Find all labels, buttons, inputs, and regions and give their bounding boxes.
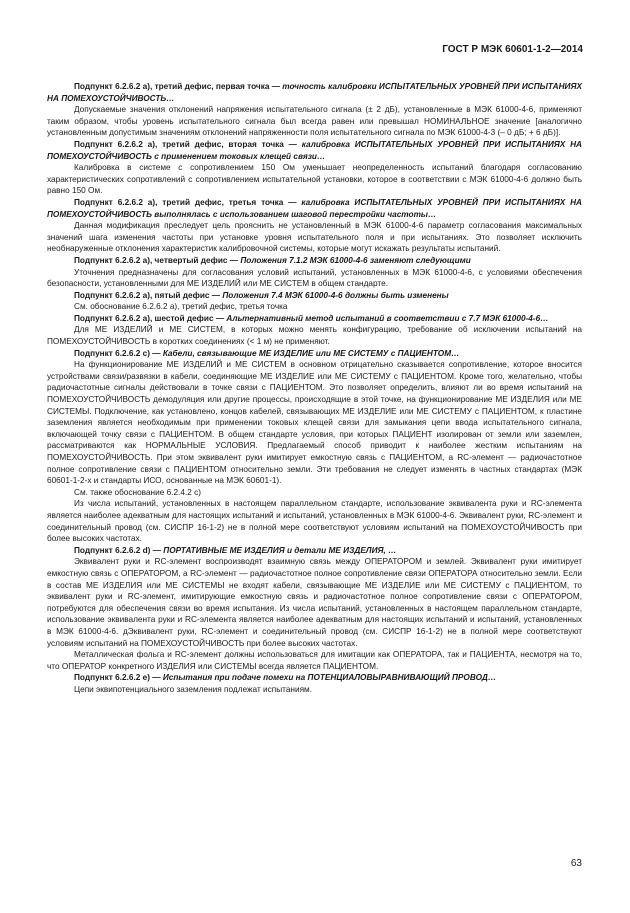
subclause-heading: [47, 313, 582, 325]
subclause-title: ПОРТАТИВНЫЕ МЕ ИЗДЕЛИЯ и детали МЕ ИЗДЕЛИЯ, …: [163, 545, 397, 555]
subclause-ref: Подпункт 6.2.6.2 a), третий дефис, первая точка —: [74, 82, 283, 91]
standard-header: ГОСТ Р МЭК 60601-1-2—2014: [442, 44, 583, 55]
subclause-heading: [47, 197, 582, 220]
paragraph: Цепи эквипотенциального заземления подлежат испытаниям.: [74, 684, 313, 694]
subclause-ref: Подпункт 6.2.6.2 c) —: [74, 348, 163, 358]
subclause-ref: Подпункт 6.2.6.2 a), пятый дефис —: [74, 290, 223, 300]
paragraph: Металлическая фольга и RC-элемент должны использоваться для имитации как ОПЕРАТОРА, так и ПАЦИЕНТА, несмотря на то, что ОПЕРАТОР конкретного ИЗДЕЛИЯ или СИСТЕМЫ всегда является ПАЦИЕНТОМ.: [47, 650, 582, 671]
subclause-ref: Подпункт 6.2.6.2 a), третий дефис, вторая точка —: [74, 139, 302, 149]
paragraph: На функционирование МЕ ИЗДЕЛИЙ и МЕ СИСТЕМ в основном отрицательно сказывается сопротивление, которое вносится устройствами связи/развязки в кабели, соединяющие МЕ ИЗДЕЛИЕ или МЕ СИСТЕМУ с ПАЦИЕНТОМ. Кроме того, желательно, чтобы радиочастотные сигналы действовали в точке связи с ПАЦИЕНТОМ. Это позволяет определить, влияют ли во время испытаний на ПОМЕХОУСТОЙЧИВОСТЬ демодуляция или другие процессы, происходящие в этой точке, на функционирование МЕ ИЗДЕЛИЯ или МЕ СИСТЕМЫ. Подключение, как установлено, концов кабелей, связывающих МЕ ИЗДЕЛИЕ или МЕ СИСТЕМУ с ПАЦИЕНТОМ, к пластине заземления является необходимым при применении токовых клещей связи для замыкания цепи ввода испытательного сигнала, включающей точку связи с ПАЦИЕНТОМ. В общем стандарте условия, при которых ПАЦИЕНТ изолирован от земли или заземлен, рассматриваются как НОРМАЛЬНЫЕ УСЛОВИЯ. Предлагаемый способ приводит к наиболее жестким испытаниям на ПОМЕХОУСТОЙЧИВОСТЬ. При этом эквивалент руки имитирует емкостную связь с ПАЦИЕНТОМ, а RC-элемент — радиочастотное полное сопротивление связи с ПАЦИЕНТОМ относительно земли. Эти требования не следует изменять в частных стандартах (МЭК 60601-1-2-х и стандарты ИСО, основанные на МЭК 60601-1).: [47, 360, 582, 486]
subclause-heading: [47, 255, 582, 267]
paragraph: См. обоснование 6.2.6.2 a), третий дефис, третья точка: [74, 302, 288, 312]
subclause-title: калибровка ИСПЫТАТЕЛЬНЫХ УРОВНЕЙ ПРИ ИСПЫТАНИЯХ НА ПОМЕХОУСТОЙЧИВОСТЬ с применением токовых клещей связи…: [47, 139, 582, 161]
paragraph: Уточнения предназначены для согласования условий испытаний, установленных в МЭК 61000-4-6, с условиями обеспечения безопасности, установленными для МЕ ИЗДЕЛИЙ или МЕ СИСТЕМ в общем стандарте.: [47, 267, 582, 289]
subclause-ref: Подпункт 6.2.6.2 d) —: [74, 545, 164, 555]
subclause-title: Положения 7.4 МЭК 61000-4-6 должны быть изменены: [222, 290, 449, 300]
subclause-ref: Подпункт 6.2.6.2 e) —: [74, 673, 163, 683]
subclause-ref: Подпункт 6.2.6.2 a), четвертый дефис —: [74, 255, 241, 265]
paragraph: Данная модификация преследует цель прояснить не установленный в МЭК 61000-4-6 параметр согласования максимальных значений шага изменения частоты при установке уровня испытательного поля и при испытаниях. Это позволяет исключить необнаруженные отклонения характеристик калибровочной системы, которые могут искажать результаты испытаний.: [47, 221, 582, 254]
subclause-heading: [47, 290, 582, 302]
paragraph: Для МЕ ИЗДЕЛИЙ и МЕ СИСТЕМ, в которых можно менять конфигурацию, требование об исключении испытаний на ПОМЕХОУСТОЙЧИВОСТЬ в коротких соединениях (< 1 м) не применяют.: [47, 325, 582, 347]
subclause-ref: Подпункт 6.2.6.2 a), третий дефис, третья точка —: [74, 197, 302, 207]
paragraph: См. также обоснование 6.2.4.2 c): [74, 487, 201, 497]
subclause-heading: [47, 672, 582, 684]
paragraph: Калибровка в системе с сопротивлением 150 Ом уменьшает неопределенность испытаний благодаря согласованию характеристических сопротивлений с сопротивлением испытательной установки, которое в соответствии с МЭК 61000-4-6 должно быть равно 150 Ом.: [47, 163, 582, 196]
subclause-title: Положения 7.1.2 МЭК 61000-4-6 заменяют следующими: [240, 255, 471, 265]
subclause-title: калибровка ИСПЫТАТЕЛЬНЫХ УРОВНЕЙ ПРИ ИСПЫТАНИЯХ НА ПОМЕХОУСТОЙЧИВОСТЬ выполнялась с использованием шаговой перестройки частоты…: [47, 197, 582, 219]
paragraph: Допускаемые значения отклонений напряжения испытательного сигнала (± 2 дБ), установленные в МЭК 61000-4-6, применяют таким образом, чтобы уровень испытательного сигнала был всегда равен или превышал НОМИНАЛЬНОЕ значение [аналогично установленным допустимым значениям отклонений напряженности поля испытательного сигнала по МЭК 61000-4-3 (– 0 дБ; + 6 дБ)].: [47, 105, 582, 138]
paragraph: Из числа испытаний, установленных в настоящем параллельном стандарте, использование эквивалента руки и RC-элемента является наиболее адекватным для настоящих испытаний и испытаний, установленных в МЭК 61000-4-6. Эквивалент руки, RC-элемент и соединительный провод (см. СИСПР 16-1-2) не в полной мере соответствуют условиям испытаний на ПОМЕХОУСТОЙЧИВОСТЬ при более высоких частотах.: [47, 499, 582, 544]
subclause-heading: [47, 545, 582, 557]
subclause-ref: Подпункт 6.2.6.2 a), шестой дефис —: [74, 313, 227, 323]
subclause-heading: [47, 348, 582, 360]
subclause-title: Альтернативный метод испытаний в соответствии с 7.7 МЭК 61000-4-6…: [226, 313, 549, 323]
paragraph: Эквивалент руки и RC-элемент воспроизводят взаимную связь между ОПЕРАТОРОМ и землей. Эквивалент руки имитирует емкостную связь с ОПЕРАТОРОМ, а RC-элемент — радиочастотное полное сопротивление связи ОПЕРАТОРА относительно земли. Если в состав МЕ ИЗДЕЛИЯ или МЕ СИСТЕМЫ не входят кабели, связывающие МЕ ИЗДЕЛИЕ или МЕ СИСТЕМУ с ПАЦИЕНТОМ, то эквивалент руки и RC-элемент, имитирующие емкостную связь и радиочастотное полное сопротивление связи с ОПЕРАТОРОМ, потребуются для обеспечения связи во время испытания. Из числа испытаний, установленных в настоящем параллельном стандарте, использование эквивалента руки и RC-элемента является наиболее адекватным для настоящих испытаний и испытаний, установленных в МЭК 61000-4-6. дЭквивалент руки, RC-элемент и соединительный провод (см. СИСПР 16-1-2) не в полной мере соответствуют условиям испытаний на ПОМЕХОУСТОЙЧИВОСТЬ при более высоких частотах.: [47, 557, 582, 648]
subclause-heading: [47, 139, 582, 162]
page-number: 63: [570, 858, 582, 869]
subclause-title: Кабели, связывающие МЕ ИЗДЕЛИЕ или МЕ СИСТЕМУ с ПАЦИЕНТОМ…: [162, 348, 460, 358]
subclause-heading: [47, 81, 582, 104]
subclause-title: точность калибровки ИСПЫТАТЕЛЬНЫХ УРОВНЕЙ ПРИ ИСПЫТАНИЯХ НА ПОМЕХОУСТОЙЧИВОСТЬ…: [47, 82, 582, 103]
document-body: [47, 81, 582, 695]
subclause-title: Испытания при подаче помехи на ПОТЕНЦИАЛОВЫРАВНИВАЮЩИЙ ПРОВОД…: [162, 673, 497, 683]
